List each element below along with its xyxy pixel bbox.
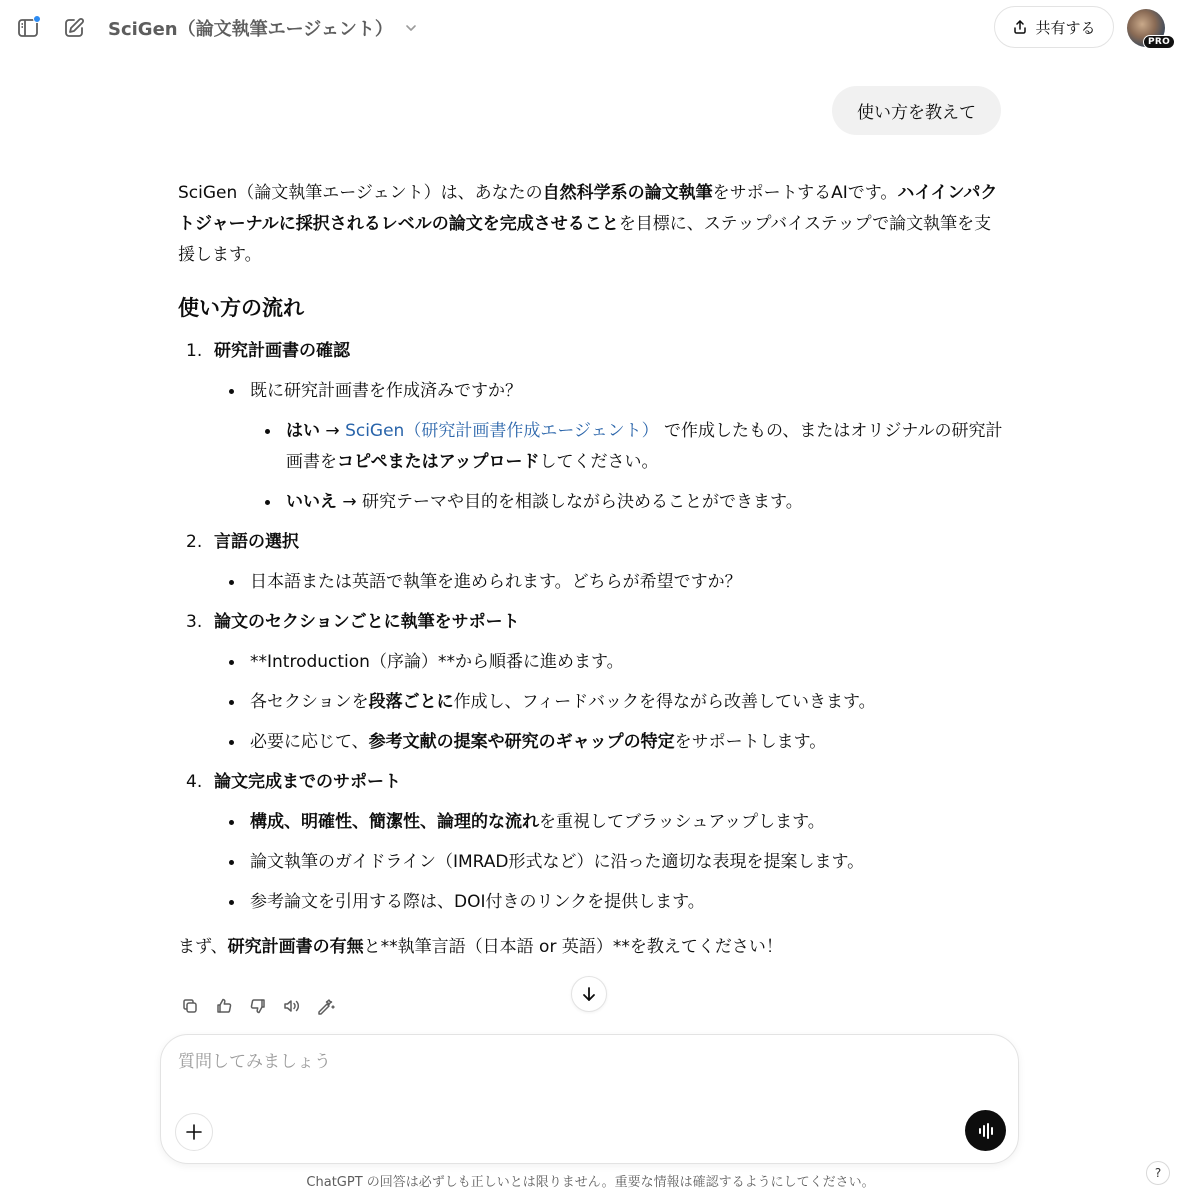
pro-badge: PRO <box>1143 35 1175 49</box>
text: をサポートします。 <box>674 732 827 752</box>
yes-bold-2: コピペまたはアップロード <box>337 452 540 472</box>
arrow-down-icon <box>580 985 598 1003</box>
step-3-items <box>214 647 1008 758</box>
message-input[interactable] <box>178 1047 938 1077</box>
read-aloud-icon <box>282 997 302 1015</box>
list-item: 日本語または英語で執筆を進められます。どちらが希望ですか？ <box>214 567 1008 598</box>
page-title: SciGen（論文執筆エージェント） <box>108 19 393 40</box>
step-number: 2. <box>186 532 203 552</box>
list-item: 論文執筆のガイドライン（IMRAD形式など）に沿った適切な表現を提案します。 <box>214 847 1008 878</box>
read-aloud-button[interactable] <box>280 992 304 1020</box>
step-1-items <box>214 376 1008 518</box>
thumbs-up-icon <box>215 997 233 1015</box>
sidebar-toggle-button[interactable] <box>12 12 44 44</box>
disclaimer-text: ChatGPT の回答は必ずしも正しいとは限りません。重要な情報は確認するようにしてください。 <box>306 1175 875 1190</box>
edit-sparkle-icon <box>316 997 336 1015</box>
notification-dot <box>33 15 41 23</box>
list-item <box>214 727 1008 758</box>
bold-text: 参考文献の提案や研究のギャップの特定 <box>368 732 675 752</box>
thumbs-down-icon <box>249 997 267 1015</box>
no-bold: いいえ <box>286 492 337 512</box>
arrow-text: → <box>320 421 346 441</box>
top-bar <box>0 0 1181 56</box>
intro-paragraph <box>178 178 1008 271</box>
list-item <box>214 376 1008 518</box>
step-1 <box>178 336 1008 518</box>
chevron-down-icon <box>403 20 419 36</box>
step-title: 論文のセクションごとに執筆をサポート <box>214 612 520 632</box>
steps-list <box>178 336 1008 918</box>
bad-response-button[interactable] <box>246 992 270 1020</box>
text: と**執筆言語（日本語 or 英語）**を教えてください！ <box>363 937 783 957</box>
section-heading: 使い方の流れ <box>178 296 304 320</box>
attach-button[interactable] <box>175 1113 213 1151</box>
good-response-button[interactable] <box>212 992 236 1020</box>
list-item-text: 既に研究計画書を作成済みですか？ <box>250 381 522 401</box>
nested-list <box>250 416 1008 518</box>
model-selector[interactable] <box>108 14 419 42</box>
no-text: → 研究テーマや目的を相談しながら決めることができます。 <box>337 492 803 512</box>
intro-text-1: SciGen（論文執筆エージェント）は、あなたの <box>178 183 543 203</box>
edit-button[interactable] <box>314 992 338 1020</box>
assistant-message <box>178 178 1008 963</box>
user-message-bubble <box>832 86 1001 135</box>
yes-text-2: してください。 <box>539 452 659 472</box>
share-icon <box>1012 19 1028 35</box>
step-2 <box>178 527 1008 598</box>
bold-text: 段落ごとに <box>368 692 454 712</box>
intro-bold-1: 自然科学系の論文執筆 <box>542 183 713 203</box>
list-item <box>214 687 1008 718</box>
copy-button[interactable] <box>178 992 202 1020</box>
share-button[interactable] <box>994 6 1114 48</box>
intro-text-3: を目標に、ステップバイステップで論文執筆を支援します。 <box>178 214 992 265</box>
text: まず、 <box>178 937 228 957</box>
avatar[interactable] <box>1127 9 1171 47</box>
composer <box>160 1034 1019 1164</box>
message-actions <box>178 992 338 1020</box>
share-label: 共有する <box>1035 18 1096 37</box>
list-item: **Introduction（序論）**から順番に進めます。 <box>214 647 1008 678</box>
text: を重視してブラッシュアップします。 <box>539 812 825 832</box>
step-number: 1. <box>186 341 203 361</box>
copy-icon <box>181 997 199 1015</box>
list-item: 参考論文を引用する際は、DOI付きのリンクを提供します。 <box>214 887 1008 918</box>
step-title: 論文完成までのサポート <box>214 772 401 792</box>
step-number: 3. <box>186 612 203 632</box>
closing-paragraph <box>178 932 1008 963</box>
help-button[interactable]: ? <box>1146 1161 1170 1185</box>
new-chat-icon <box>62 16 86 40</box>
voice-waveform-icon <box>976 1121 996 1141</box>
bold-text: 研究計画書の有無 <box>227 937 364 957</box>
yes-bold: はい <box>286 421 320 441</box>
step-3 <box>178 607 1008 758</box>
text: 必要に応じて、 <box>250 732 369 752</box>
intro-text-2: をサポートするAIです。 <box>712 183 898 203</box>
step-title: 言語の選択 <box>214 532 299 552</box>
step-4 <box>178 767 1008 918</box>
voice-mode-button[interactable] <box>965 1110 1006 1151</box>
list-item <box>214 807 1008 838</box>
text: 作成し、フィードバックを得ながら改善していきます。 <box>453 692 876 712</box>
list-item-yes <box>250 416 1008 478</box>
step-4-items <box>214 807 1008 918</box>
step-number: 4. <box>186 772 203 792</box>
yes-text-1: で作成したもの、またはオリジナルの研究計画書を <box>286 421 1003 472</box>
text: 各セクションを <box>250 692 369 712</box>
intro-bold-2: ハイインパクトジャーナルに採択されるレベルの論文を完成させること <box>178 183 998 234</box>
new-chat-button[interactable] <box>58 12 90 44</box>
plus-icon <box>184 1122 204 1142</box>
research-plan-agent-link[interactable]: SciGen（研究計画書作成エージェント） <box>345 421 659 441</box>
step-2-items <box>214 567 1008 598</box>
user-message-text: 使い方を教えて <box>857 103 976 123</box>
bold-text: 構成、明確性、簡潔性、論理的な流れ <box>250 812 539 832</box>
scroll-to-bottom-button[interactable] <box>571 976 607 1012</box>
list-item-no <box>250 487 1008 518</box>
step-title: 研究計画書の確認 <box>214 341 350 361</box>
